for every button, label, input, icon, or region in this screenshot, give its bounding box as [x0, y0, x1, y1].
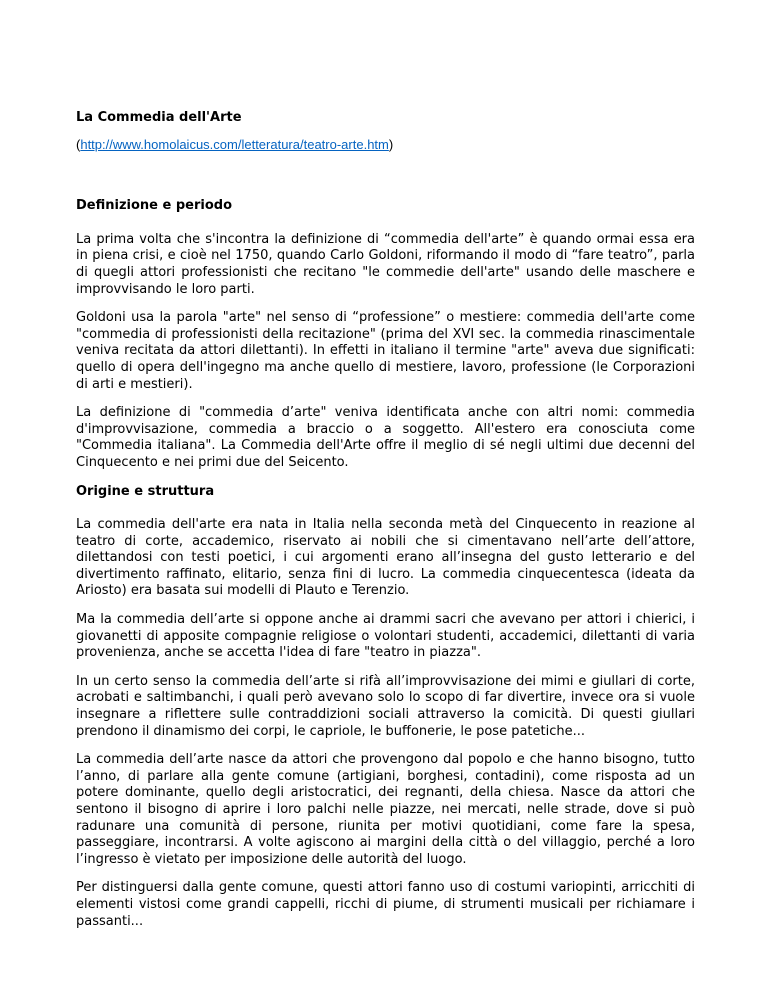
open-paren: ( — [76, 136, 81, 152]
section-heading-origine: Origine e struttura — [76, 483, 215, 499]
spacer — [76, 153, 695, 198]
paragraph: La definizione di "commedia d’arte" veniva identificata anche con altri nomi: commedia d'improvvisazione, commedia a braccio o a soggetto. All'estero era conosciuta come "Commedia italiana". La Commedia dell'Arte offre il meglio di sé negli ultimi due decenni del Cinquecento e nei primi due del Seicento. — [76, 405, 695, 470]
spacer — [76, 600, 695, 612]
document-page — [76, 110, 695, 930]
spacer — [76, 662, 695, 674]
spacer — [76, 500, 695, 517]
paragraph: La prima volta che s'incontra la definizione di “commedia dell'arte” è quando ormai essa era in piena crisi, e cioè nel 1750, quando Carlo Goldoni, riformando il modo di “fare teatro”, parla di quegli attori professionisti che recitano "le commedie dell'arte" usando delle maschere e improvvisando le loro parti. — [76, 231, 695, 297]
source-link[interactable]: http://www.homolaicus.com/letteratura/teatro-arte.htm — [80, 136, 389, 152]
paragraph: Goldoni usa la parola "arte" nel senso di “professione” o mestiere: commedia dell'arte come "commedia di professionisti della recitazione" (prima del XVI sec. la commedia rinascimentale veniva recitata da attori dilettanti). In effetti in italiano il termine "arte" aveva due significati: quello di opera dell'ingegno ma anche quello di mestiere, lavoro, professione (le Corporazioni di arti e mestieri). — [76, 310, 695, 392]
paragraph: La commedia dell’arte nasce da attori che provengono dal popolo e che hanno bisogno, tutto l’anno, di parlare alla gente comune (artigiani, borghesi, contadini), come risposta ad un potere dominante, quello degli aristocratici, dei regnanti, della chiesa. Nasce da attori che sentono il bisogno di aprire i loro palchi nelle piazze, nei mercati, nelle strade, dove si può radunare una comunità di persone, riunita per motivi quotidiani, come fare la spesa, passeggiare, incontrarsi. A volte agiscono ai margini della città o del villaggio, perché a loro l’ingresso è vietato per imposizione delle autorità del luogo. — [76, 752, 695, 867]
paragraph: La commedia dell'arte era nata in Italia nella seconda metà del Cinquecento in reazione al teatro di corte, accademico, riservato ai nobili che si cimentavano nell’arte dell’attore, dilettandosi con testi poetici, i cui argomenti erano all’insegna del gusto letterario e del divertimento raffinato, elitario, senza fini di lucro. La commedia cinquecentesca (ideata da Ariosto) era basata sui modelli di Plauto e Terenzio. — [76, 517, 695, 599]
source-line — [76, 137, 695, 154]
document-title: La Commedia dell'Arte — [76, 110, 242, 125]
spacer — [76, 868, 695, 880]
spacer — [76, 298, 695, 310]
spacer — [76, 472, 695, 484]
paragraph: Ma la commedia dell’arte si oppone anche ai drammi sacri che avevano per attori i chierici, i giovanetti di apposite compagnie religiose o volontari studenti, accademici, dilettanti di varia provenienza, anche se accetta l'idea di fare "teatro in piazza". — [76, 612, 695, 661]
section-heading-definizione: Definizione e periodo — [76, 198, 233, 214]
spacer — [76, 740, 695, 752]
paragraph: In un certo senso la commedia dell’arte si rifà all’improvvisazione dei mimi e giullari di corte, acrobati e saltimbanchi, i quali però avevano solo lo scopo di far divertire, invece ora si vuole insegnare a riflettere sulle contraddizioni sociali attraverso la comicità. Di questi giullari prendono il dinamismo dei corpi, le capriole, le buffonerie, le pose patetiche... — [76, 673, 695, 739]
paragraph: Per distinguersi dalla gente comune, questi attori fanno uso di costumi variopinti, arricchiti di elementi vistosi come grandi cappelli, ricchi di piume, di strumenti musicali per richiamare i passanti... — [76, 880, 695, 929]
spacer — [76, 393, 695, 405]
spacer — [76, 215, 695, 232]
close-paren: ) — [388, 136, 394, 152]
